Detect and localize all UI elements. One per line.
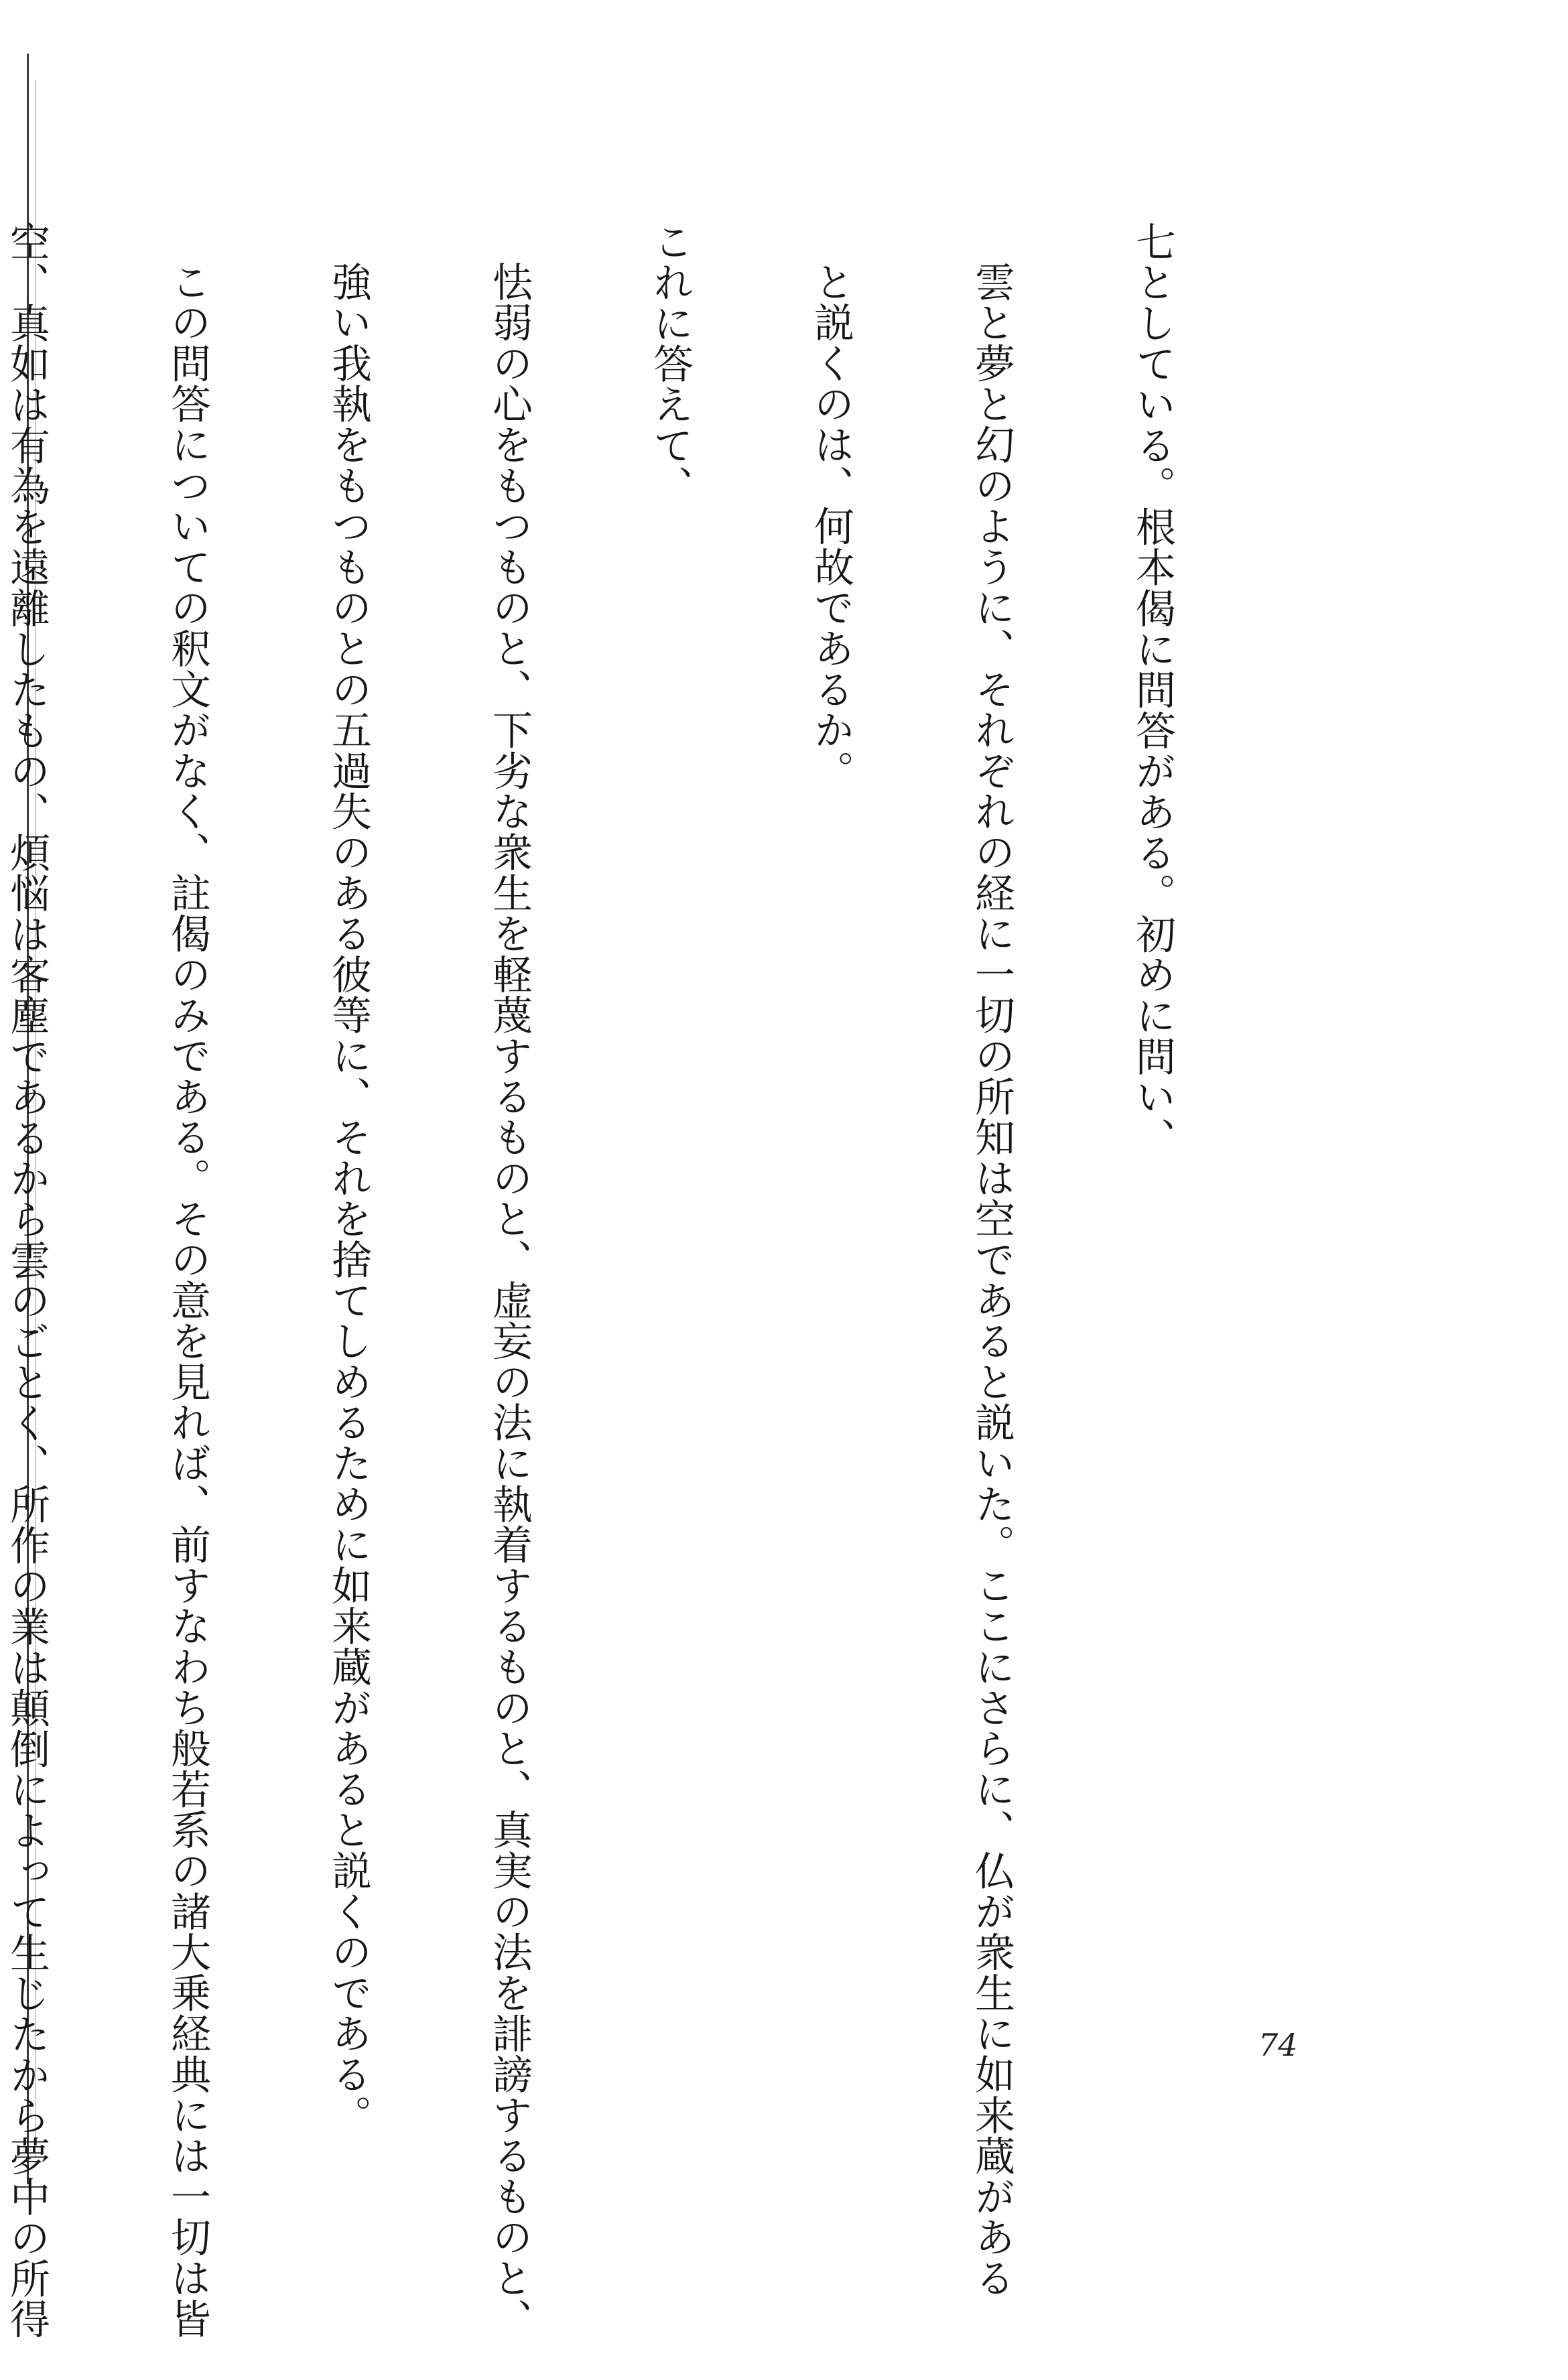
- text-line-3: と説くのは、何故であるか。: [807, 261, 854, 791]
- text-line-5: 怯弱の心をもつものと、下劣な衆生を軽蔑するものと、虚妄の法に執着するものと、真実の法を誹謗するものと、: [486, 261, 533, 2339]
- text-line-1: 七としている。根本偈に問答がある。初めに問い、: [1129, 221, 1176, 1159]
- page-number: 74: [1258, 2027, 1298, 2063]
- text-line-4: これに答えて、: [647, 221, 694, 507]
- text-line-6: 強い我執をもつものとの五過失のある彼等に、それを捨てしめるために如来蔵があると説くのである。: [325, 261, 372, 2135]
- text-line-8: 空、真如は有為を遠離したもの、煩悩は客塵であるから雲のごとく、所作の業は顛倒によって生じたから夢中の所得: [3, 221, 50, 2340]
- text-line-7: この問答についての釈文がなく、註偈のみである。その意を見れば、前すなわち般若系の諸大乗経典には一切は皆: [164, 261, 211, 2339]
- text-line-2: 雲と夢と幻のように、それぞれの経に一切の所知は空であると説いた。ここにさらに、仏が衆生に如来蔵がある: [968, 261, 1015, 2298]
